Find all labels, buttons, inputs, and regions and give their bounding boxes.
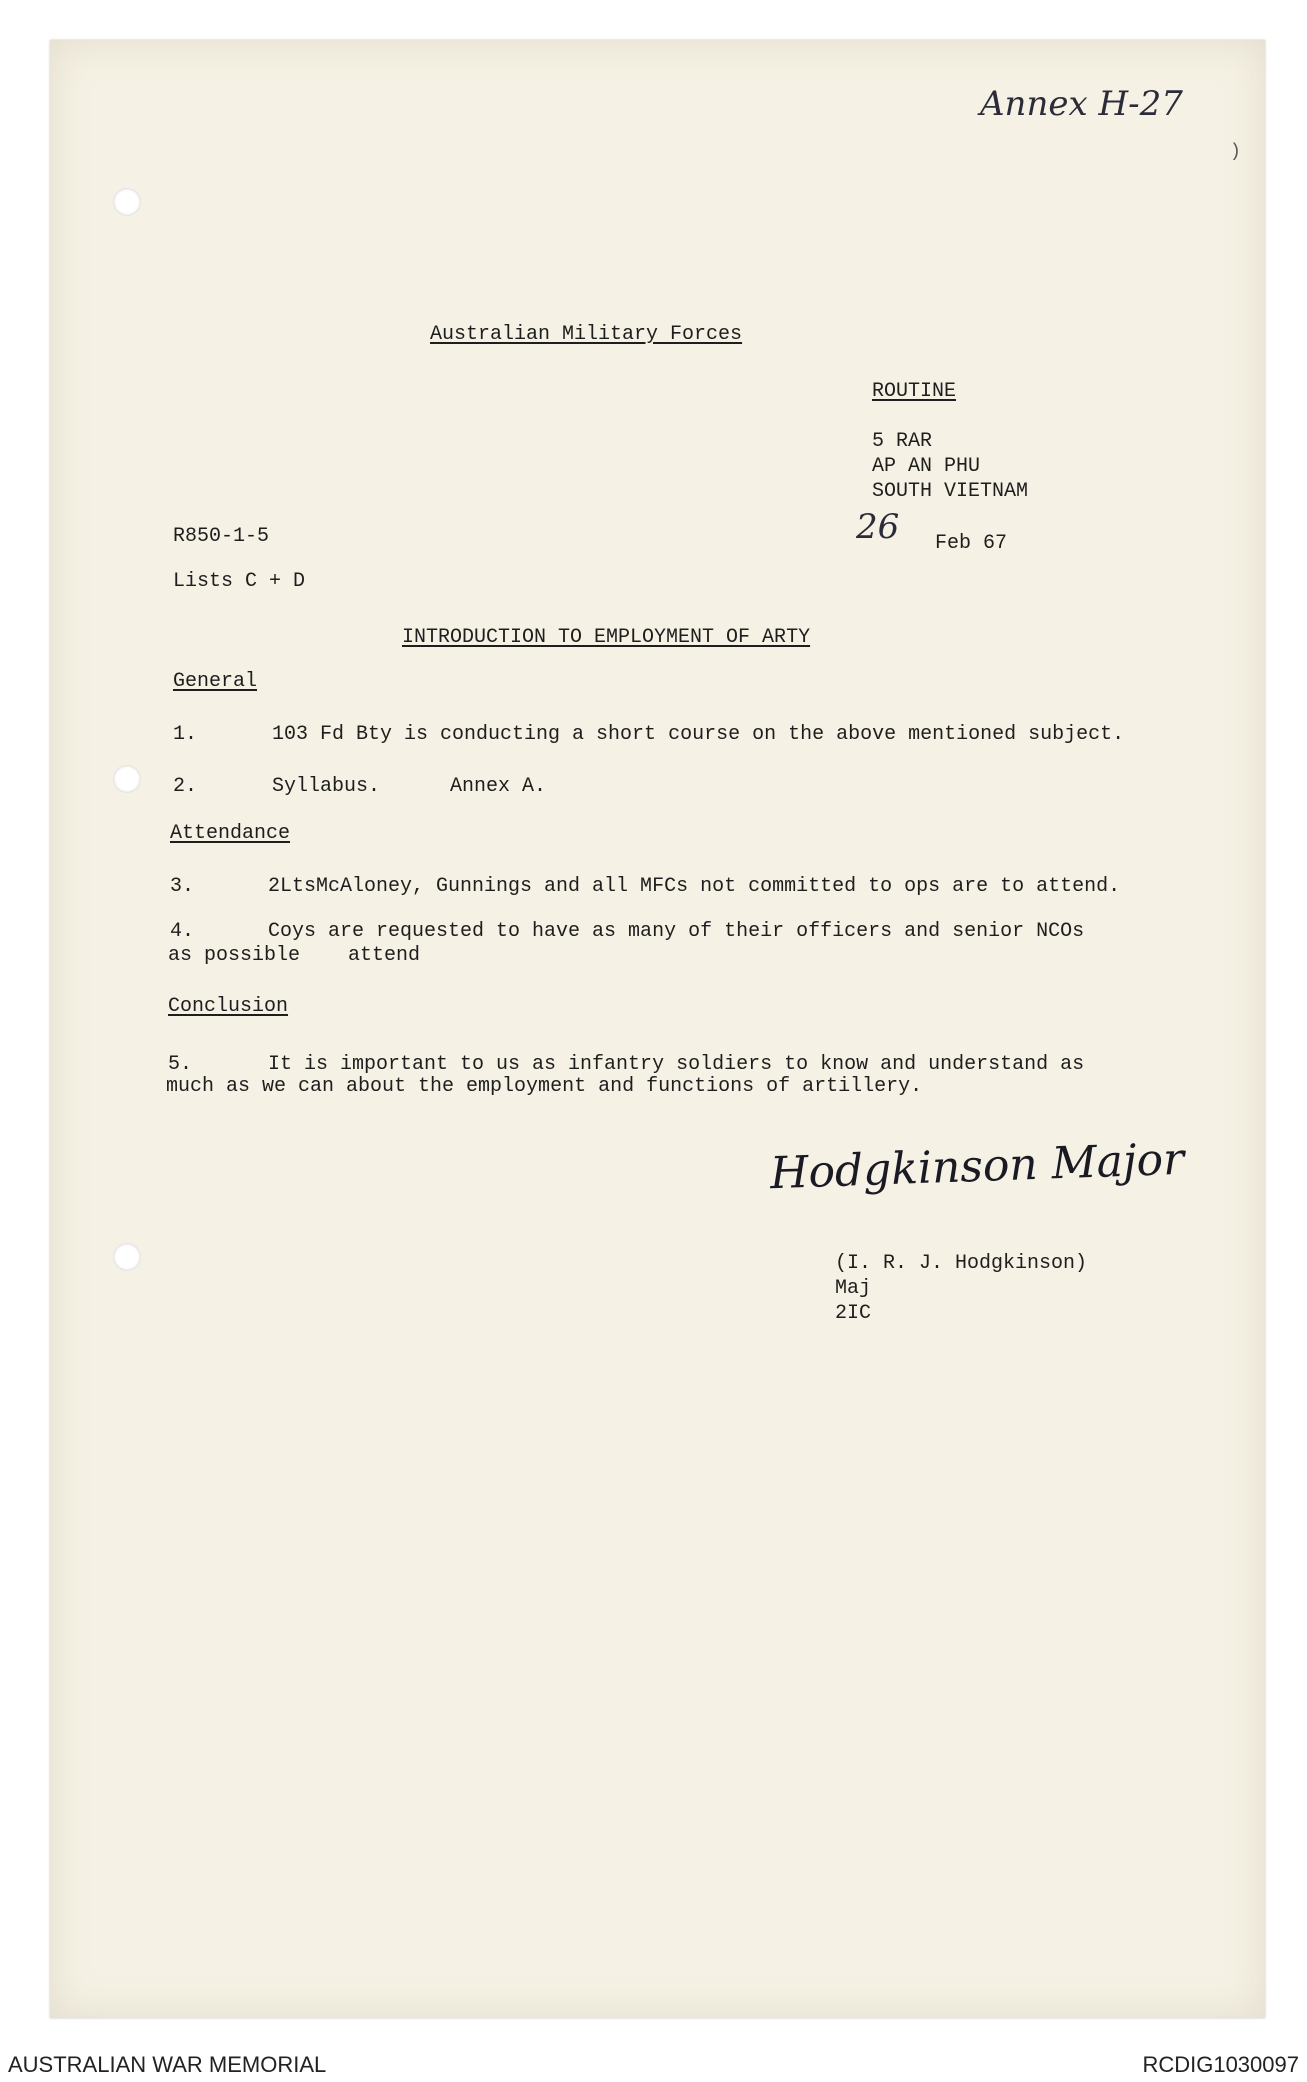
paragraph-4-continuation: as possible attend bbox=[168, 944, 421, 967]
paragraph-5-text: It is important to us as infantry soldiers to know and understand as bbox=[268, 1053, 1085, 1076]
paragraph-5-number: 5. bbox=[168, 1053, 193, 1076]
distribution-lists: Lists C + D bbox=[173, 570, 306, 593]
paragraph-2-annex: Annex A. bbox=[450, 775, 547, 798]
date-month-year: Feb 67 bbox=[935, 532, 1008, 555]
paragraph-1-number: 1. bbox=[173, 723, 198, 746]
section-heading-attendance: Attendance bbox=[170, 822, 291, 845]
paragraph-3-text: 2LtsMcAloney, Gunnings and all MFCs not committed to ops are to attend. bbox=[268, 875, 1121, 898]
signatory-rank: Maj bbox=[835, 1277, 872, 1300]
paragraph-1-text: 103 Fd Bty is conducting a short course on the above mentioned subject. bbox=[272, 723, 1125, 746]
paragraph-2-text: Syllabus. bbox=[272, 775, 381, 798]
document-title: INTRODUCTION TO EMPLOYMENT OF ARTY bbox=[402, 626, 811, 649]
section-heading-conclusion: Conclusion bbox=[168, 995, 289, 1018]
footer-institution: AUSTRALIAN WAR MEMORIAL bbox=[8, 2052, 327, 2077]
annex-mark: Annex H-27 bbox=[980, 84, 1183, 124]
punch-hole-middle bbox=[113, 765, 141, 793]
date-day-handwritten: 26 bbox=[856, 507, 900, 547]
file-reference: R850-1-5 bbox=[173, 525, 270, 548]
document-header: Australian Military Forces bbox=[430, 323, 743, 346]
paragraph-2-number: 2. bbox=[173, 775, 198, 798]
document-page bbox=[50, 40, 1265, 2018]
classification: ROUTINE bbox=[872, 380, 957, 403]
handwritten-signature: Hodgkinson Major bbox=[769, 1133, 1185, 1200]
footer-record-id: RCDIG1030097 bbox=[1142, 2052, 1299, 2077]
page-mark: ) bbox=[1230, 142, 1241, 162]
section-heading-general: General bbox=[173, 670, 258, 693]
paragraph-4-text: Coys are requested to have as many of their officers and senior NCOs bbox=[268, 920, 1085, 943]
signatory-name: (I. R. J. Hodgkinson) bbox=[835, 1252, 1088, 1275]
address-line-2: AP AN PHU bbox=[872, 455, 981, 478]
punch-hole-top bbox=[113, 188, 141, 216]
address-line-1: 5 RAR bbox=[872, 430, 933, 453]
signatory-appointment: 2IC bbox=[835, 1302, 872, 1325]
paragraph-3-number: 3. bbox=[170, 875, 195, 898]
punch-hole-bottom bbox=[113, 1243, 141, 1271]
paragraph-4-number: 4. bbox=[170, 920, 195, 943]
paragraph-5-continuation: much as we can about the employment and functions of artillery. bbox=[166, 1075, 923, 1098]
address-line-3: SOUTH VIETNAM bbox=[872, 480, 1029, 503]
